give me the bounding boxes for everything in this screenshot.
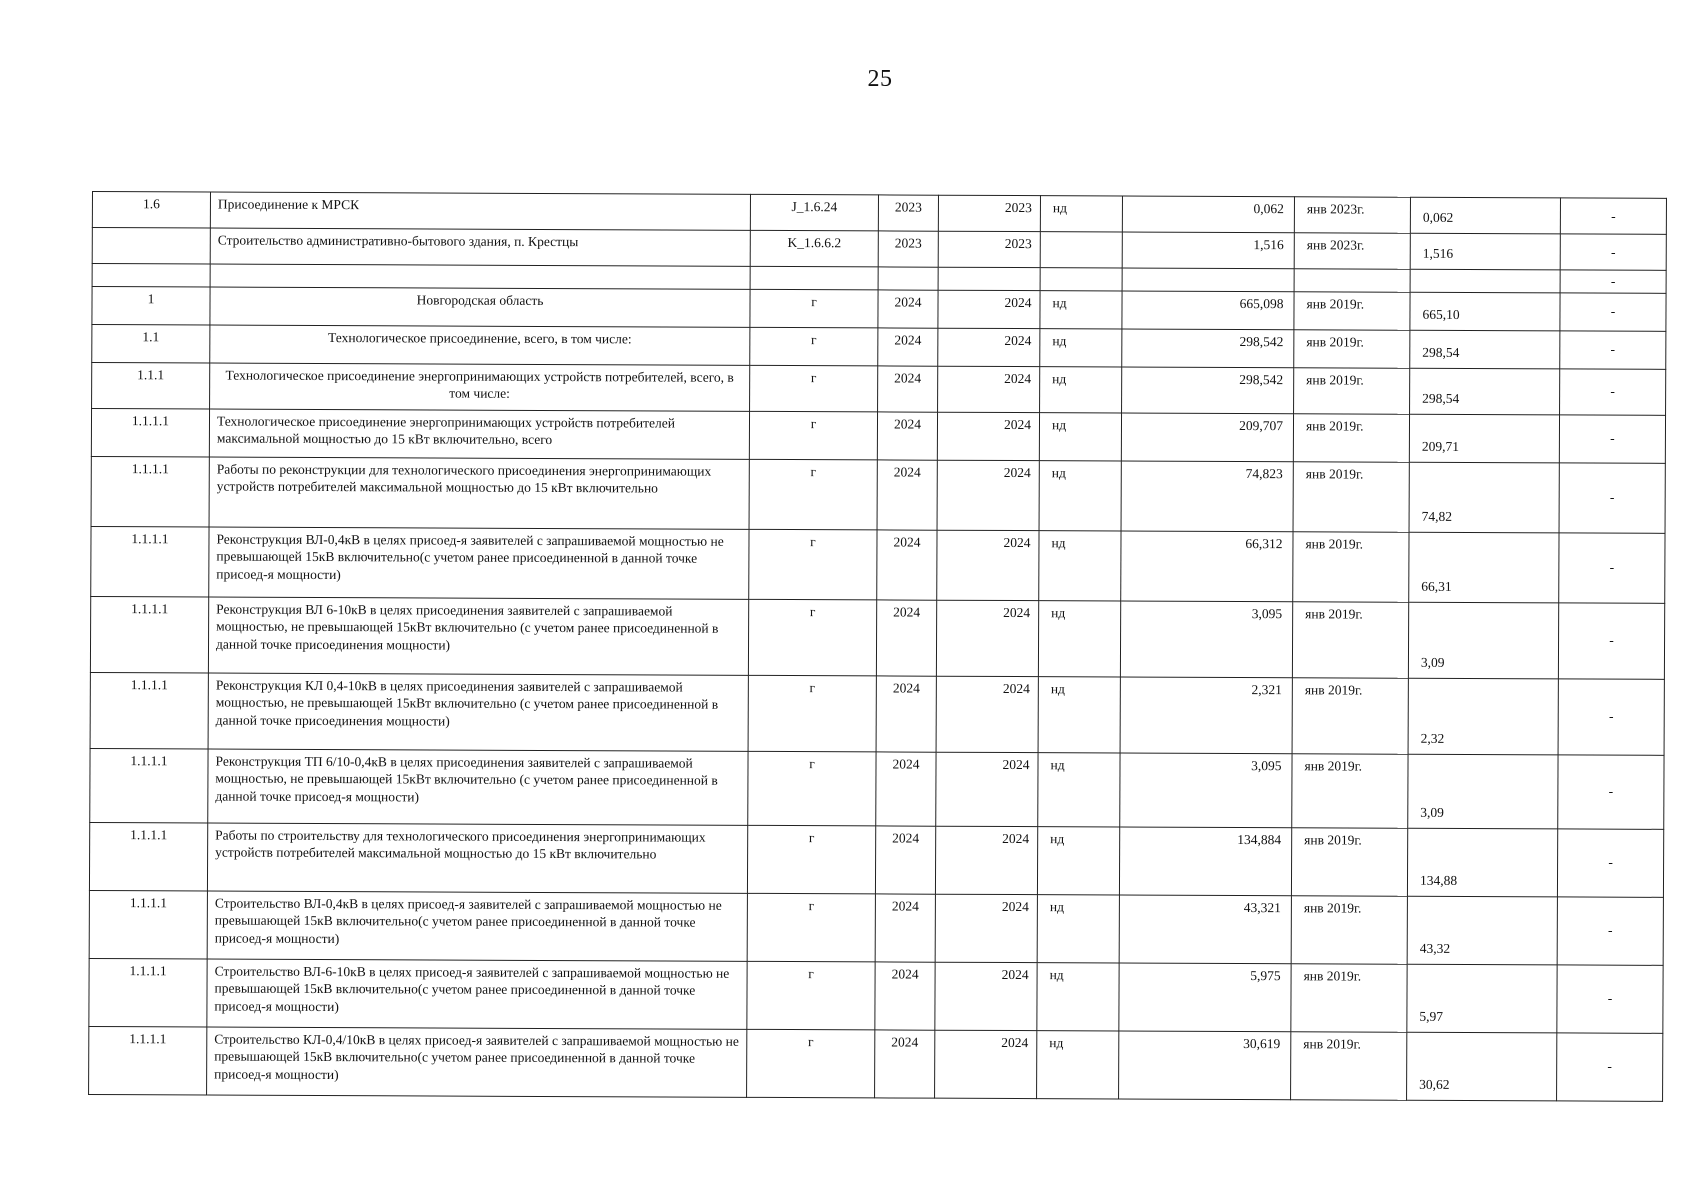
row-code: г bbox=[747, 1029, 875, 1098]
table-row bbox=[90, 748, 1664, 829]
row-value: 5,975 bbox=[1119, 963, 1291, 1032]
row-date: янв 2019г. bbox=[1293, 413, 1409, 462]
row-name: Работы по строительству для технологического присоединения энергопринимающих устройств потребителей максимальной мощностью до 15 кВт включительно bbox=[207, 823, 747, 893]
row-code: г bbox=[747, 893, 875, 962]
row-dash: - bbox=[1560, 270, 1666, 293]
row-dash: - bbox=[1557, 828, 1663, 896]
row-unit: нд bbox=[1038, 676, 1120, 752]
row-unit bbox=[1040, 232, 1122, 268]
table-row bbox=[90, 672, 1664, 755]
row-unit: нд bbox=[1038, 600, 1120, 676]
row-unit: нд bbox=[1040, 328, 1122, 366]
row-rounded-value: 74,82 bbox=[1409, 462, 1559, 533]
row-year-start: 2024 bbox=[876, 599, 936, 675]
row-rounded-value: 209,71 bbox=[1409, 414, 1559, 463]
row-year-start: 2024 bbox=[878, 365, 938, 411]
row-date: янв 2019г. bbox=[1292, 677, 1408, 754]
row-number: 1.1.1.1 bbox=[89, 1026, 207, 1095]
row-code: г bbox=[748, 751, 876, 826]
row-code: г bbox=[748, 675, 876, 752]
row-unit: нд bbox=[1037, 962, 1119, 1030]
row-date: янв 2019г. bbox=[1291, 963, 1407, 1032]
row-code: г bbox=[750, 327, 878, 366]
row-date: янв 2023г. bbox=[1294, 197, 1410, 234]
row-dash: - bbox=[1560, 292, 1666, 330]
table-row bbox=[90, 596, 1664, 679]
row-name: Реконструкция ВЛ-0,4кВ в целях присоед-я заявителей с запрашиваемой мощностью не превышающей 15кВ включительно(с учетом ранее присоединенной в данной точке присоед-я мощности) bbox=[209, 527, 749, 599]
table-row bbox=[89, 1026, 1663, 1101]
row-year-start: 2024 bbox=[878, 289, 938, 327]
row-code: г bbox=[749, 411, 877, 460]
row-date: янв 2019г. bbox=[1294, 291, 1410, 330]
row-year-end: 2024 bbox=[937, 530, 1039, 600]
row-year-end: 2024 bbox=[935, 962, 1037, 1030]
row-rounded-value: 0,062 bbox=[1410, 197, 1560, 234]
row-year-start: 2024 bbox=[875, 825, 935, 893]
row-dash: - bbox=[1560, 234, 1666, 270]
row-year-end: 2024 bbox=[938, 366, 1040, 412]
row-year-end: 2024 bbox=[936, 752, 1038, 826]
row-dash: - bbox=[1557, 896, 1663, 964]
row-rounded-value: 66,31 bbox=[1409, 532, 1559, 603]
investment-table-container bbox=[88, 191, 1666, 1101]
row-rounded-value: 298,54 bbox=[1410, 330, 1560, 369]
row-year-start: 2024 bbox=[877, 529, 937, 599]
row-code bbox=[750, 266, 878, 289]
row-year-end bbox=[938, 267, 1040, 290]
row-dash: - bbox=[1557, 964, 1663, 1032]
row-year-end: 2024 bbox=[935, 1030, 1037, 1098]
row-number: 1.1.1.1 bbox=[91, 526, 209, 597]
investment-table bbox=[88, 191, 1667, 1101]
row-name: Строительство ВЛ-0,4кВ в целях присоед-я заявителей с запрашиваемой мощностью не превышающей 15кВ включительно(с учетом ранее присоединенной в данной точке присоед-я мощности) bbox=[207, 891, 747, 961]
row-value: 298,542 bbox=[1122, 329, 1294, 368]
row-value: 665,098 bbox=[1122, 291, 1294, 330]
row-value: 2,321 bbox=[1120, 677, 1292, 754]
row-unit: нд bbox=[1040, 366, 1122, 412]
table-row bbox=[89, 822, 1663, 897]
table-row bbox=[91, 526, 1665, 603]
row-rounded-value: 3,09 bbox=[1408, 602, 1558, 679]
row-year-start: 2024 bbox=[877, 459, 937, 529]
row-number: 1.1.1.1 bbox=[89, 890, 207, 959]
row-unit: нд bbox=[1039, 460, 1121, 530]
row-dash: - bbox=[1559, 462, 1665, 532]
row-number bbox=[92, 264, 210, 287]
row-code: г bbox=[749, 529, 877, 600]
row-value bbox=[1122, 268, 1294, 291]
table-row bbox=[89, 890, 1663, 965]
row-dash: - bbox=[1560, 198, 1666, 234]
row-name: Новгородская область bbox=[210, 287, 750, 327]
row-year-start bbox=[878, 267, 938, 290]
row-name: Строительство административно-бытового здания, п. Крестцы bbox=[210, 228, 750, 266]
row-year-start: 2024 bbox=[875, 893, 935, 961]
row-year-end: 2024 bbox=[935, 826, 1037, 894]
row-value: 1,516 bbox=[1122, 232, 1294, 269]
row-rounded-value bbox=[1410, 269, 1560, 292]
row-code: г bbox=[747, 825, 875, 894]
row-year-start: 2023 bbox=[878, 231, 938, 267]
row-date: янв 2023г. bbox=[1294, 233, 1410, 270]
row-rounded-value: 665,10 bbox=[1410, 292, 1560, 331]
row-value: 134,884 bbox=[1119, 827, 1291, 896]
row-year-end: 2024 bbox=[937, 412, 1039, 460]
row-value: 43,321 bbox=[1119, 895, 1291, 964]
row-number: 1.1.1.1 bbox=[89, 822, 207, 891]
row-code: г bbox=[749, 459, 877, 530]
row-year-start: 2024 bbox=[877, 411, 937, 459]
row-code: K_1.6.6.2 bbox=[750, 230, 878, 267]
row-value: 3,095 bbox=[1120, 753, 1292, 828]
row-unit: нд bbox=[1037, 826, 1119, 894]
row-rounded-value: 5,97 bbox=[1407, 964, 1557, 1033]
row-year-start: 2024 bbox=[878, 327, 938, 365]
row-year-end: 2024 bbox=[938, 328, 1040, 366]
row-name: Реконструкция КЛ 0,4-10кВ в целях присоединения заявителей с запрашиваемой мощностью, не превышающей 15кВт включительно (с учетом ранее присоединенной в данной точке присоединения мощности) bbox=[208, 673, 748, 751]
row-year-start: 2024 bbox=[875, 961, 935, 1029]
row-year-end: 2024 bbox=[935, 894, 1037, 962]
row-number: 1.1.1.1 bbox=[90, 672, 208, 749]
row-code: г bbox=[750, 289, 878, 328]
row-name: Реконструкция ТП 6/10-0,4кВ в целях присоединения заявителей с запрашиваемой мощностью, не превышающей 15кВт включительно (с учетом ранее присоединенной в данной точке присоед-я мощности) bbox=[208, 749, 748, 825]
row-date: янв 2019г. bbox=[1293, 461, 1409, 532]
row-dash: - bbox=[1560, 368, 1666, 414]
row-value: 298,542 bbox=[1122, 367, 1294, 414]
row-rounded-value: 298,54 bbox=[1410, 368, 1560, 415]
row-number bbox=[92, 228, 210, 265]
row-year-start: 2024 bbox=[875, 1029, 935, 1097]
row-name: Технологическое присоединение энергопринимающих устройств потребителей максимальной мощностью до 15 кВт включительно, всего bbox=[209, 409, 749, 459]
row-unit: нд bbox=[1037, 1030, 1119, 1098]
row-name: Технологическое присоединение, всего, в том числе: bbox=[210, 325, 750, 365]
row-year-end: 2024 bbox=[936, 676, 1038, 752]
row-rounded-value: 2,32 bbox=[1408, 678, 1558, 755]
row-dash: - bbox=[1558, 678, 1664, 754]
row-date: янв 2019г. bbox=[1294, 367, 1410, 414]
row-code: г bbox=[750, 365, 878, 412]
row-number: 1 bbox=[92, 286, 210, 325]
row-year-end: 2024 bbox=[938, 290, 1040, 328]
row-dash: - bbox=[1558, 754, 1664, 828]
table-body bbox=[89, 192, 1667, 1101]
row-date: янв 2019г. bbox=[1293, 531, 1409, 602]
row-year-start: 2024 bbox=[876, 675, 936, 751]
row-name: Технологическое присоединение энергопринимающих устройств потребителей, всего, в том числе: bbox=[210, 363, 750, 411]
row-value: 30,619 bbox=[1119, 1031, 1291, 1100]
table-row bbox=[89, 958, 1663, 1033]
row-year-end: 2024 bbox=[937, 460, 1039, 530]
row-dash: - bbox=[1558, 602, 1664, 678]
row-name: Работы по реконструкции для технологического присоединения энергопринимающих устройств потребителей максимальной мощностью до 15 кВт включительно bbox=[209, 457, 749, 529]
row-date bbox=[1294, 269, 1410, 292]
row-year-end: 2023 bbox=[938, 231, 1040, 267]
page-number: 25 bbox=[867, 66, 893, 92]
row-number: 1.1.1.1 bbox=[91, 408, 209, 457]
row-rounded-value: 1,516 bbox=[1410, 233, 1560, 270]
row-unit: нд bbox=[1037, 894, 1119, 962]
row-number: 1.1 bbox=[92, 324, 210, 363]
row-value: 66,312 bbox=[1121, 531, 1293, 602]
row-rounded-value: 3,09 bbox=[1408, 754, 1558, 829]
row-unit: нд bbox=[1040, 290, 1122, 328]
row-year-start: 2024 bbox=[876, 751, 936, 825]
row-number: 1.6 bbox=[92, 192, 210, 229]
row-code: г bbox=[747, 961, 875, 1030]
row-year-start: 2023 bbox=[878, 195, 938, 231]
row-unit bbox=[1040, 268, 1122, 291]
row-rounded-value: 134,88 bbox=[1407, 828, 1557, 897]
row-date: янв 2019г. bbox=[1291, 827, 1407, 896]
row-date: янв 2019г. bbox=[1294, 329, 1410, 368]
row-year-end: 2024 bbox=[936, 600, 1038, 676]
row-unit: нд bbox=[1039, 530, 1121, 600]
row-year-end: 2023 bbox=[938, 195, 1040, 231]
row-unit: нд bbox=[1038, 752, 1120, 826]
row-unit: нд bbox=[1039, 412, 1121, 460]
row-number: 1.1.1.1 bbox=[90, 596, 208, 673]
row-name bbox=[210, 264, 750, 289]
row-name: Реконструкция ВЛ 6-10кВ в целях присоединения заявителей с запрашиваемой мощностью, не превышающей 15кВт включительно (с учетом ранее присоединенной в данной точке присоединения мощности) bbox=[208, 597, 748, 675]
row-rounded-value: 43,32 bbox=[1407, 896, 1557, 965]
table-row bbox=[91, 408, 1665, 463]
row-unit: нд bbox=[1040, 196, 1122, 232]
row-code: г bbox=[748, 599, 876, 676]
row-number: 1.1.1.1 bbox=[89, 958, 207, 1027]
row-date: янв 2019г. bbox=[1291, 895, 1407, 964]
row-date: янв 2019г. bbox=[1292, 601, 1408, 678]
row-code: J_1.6.24 bbox=[750, 194, 878, 231]
row-value: 3,095 bbox=[1120, 601, 1292, 678]
row-date: янв 2019г. bbox=[1292, 753, 1408, 828]
table-row bbox=[91, 456, 1665, 533]
row-dash: - bbox=[1557, 1032, 1663, 1100]
row-rounded-value: 30,62 bbox=[1407, 1032, 1557, 1101]
row-dash: - bbox=[1560, 330, 1666, 368]
row-number: 1.1.1.1 bbox=[90, 748, 208, 823]
row-value: 74,823 bbox=[1121, 461, 1293, 532]
row-name: Строительство КЛ-0,4/10кВ в целях присоед-я заявителей с запрашиваемой мощностью не превышающей 15кВ включительно(с учетом ранее присоединенной в данной точке присоед-я мощности) bbox=[207, 1027, 747, 1097]
row-value: 209,707 bbox=[1121, 413, 1293, 462]
row-date: янв 2019г. bbox=[1291, 1031, 1407, 1100]
row-name: Присоединение к МРСК bbox=[210, 192, 750, 230]
row-number: 1.1.1.1 bbox=[91, 456, 209, 527]
table-row bbox=[92, 362, 1666, 415]
row-value: 0,062 bbox=[1122, 196, 1294, 233]
row-name: Строительство ВЛ-6-10кВ в целях присоед-я заявителей с запрашиваемой мощностью не превышающей 15кВ включительно(с учетом ранее присоединенной в данной точке присоед-я мощности) bbox=[207, 959, 747, 1029]
row-dash: - bbox=[1559, 532, 1665, 602]
row-number: 1.1.1 bbox=[92, 362, 210, 409]
row-dash: - bbox=[1559, 414, 1665, 462]
